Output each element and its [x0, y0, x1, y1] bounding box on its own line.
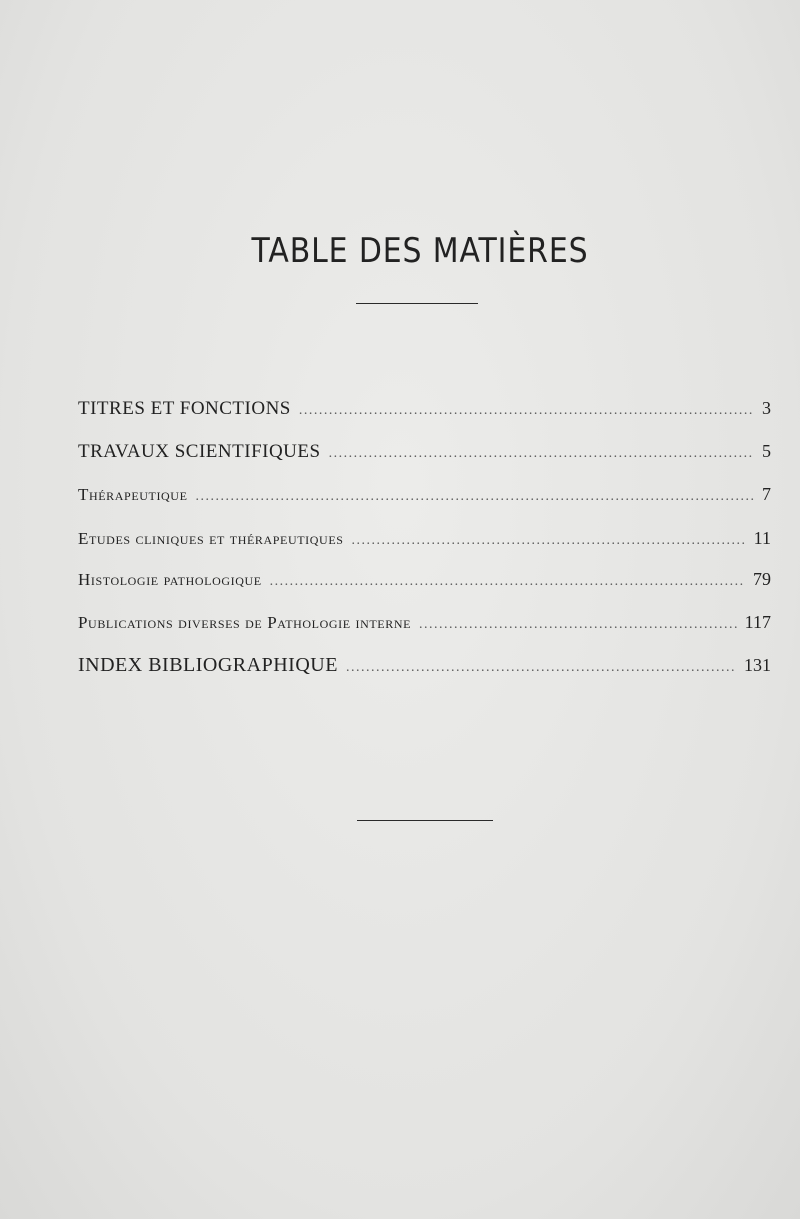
toc-entry	[78, 654, 771, 682]
dot-leader	[419, 617, 737, 633]
page-title: TABLE DES MATIÈRES	[251, 230, 589, 271]
dot-leader	[299, 403, 754, 419]
toc-entry-page: 79	[753, 569, 771, 589]
toc-entry-label: TITRES ET FONCTIONS	[78, 398, 291, 419]
toc-entry	[78, 398, 771, 426]
toc-entry-label: INDEX BIBLIOGRAPHIQUE	[78, 654, 338, 676]
toc-entry-label: Histologie pathologique	[78, 570, 262, 589]
toc-entry	[78, 528, 771, 556]
toc-entry-page: 131	[744, 655, 771, 675]
toc-entry-label: Thérapeutique	[78, 485, 188, 504]
toc-entry-label: Publications diverses de Pathologie interne	[78, 613, 412, 632]
closing-divider	[357, 820, 493, 821]
toc-entry	[78, 569, 771, 597]
toc-entry	[78, 441, 771, 469]
toc-entry-page: 11	[753, 528, 771, 548]
toc-entry-label: Etudes cliniques et thérapeutiques	[78, 529, 344, 548]
toc-entry-page: 5	[762, 441, 771, 461]
dot-leader	[329, 446, 754, 462]
title-divider	[356, 303, 478, 304]
toc-entry-page: 7	[762, 484, 771, 504]
toc-entry-page: 117	[744, 612, 771, 632]
dot-leader	[270, 574, 745, 590]
toc-entry	[78, 612, 771, 640]
dot-leader	[196, 489, 754, 505]
toc-entry-page: 3	[762, 398, 771, 418]
dot-leader	[352, 533, 746, 549]
toc-entry	[78, 484, 771, 512]
dot-leader	[346, 660, 736, 676]
toc-entry-label: TRAVAUX SCIENTIFIQUES	[78, 441, 321, 462]
